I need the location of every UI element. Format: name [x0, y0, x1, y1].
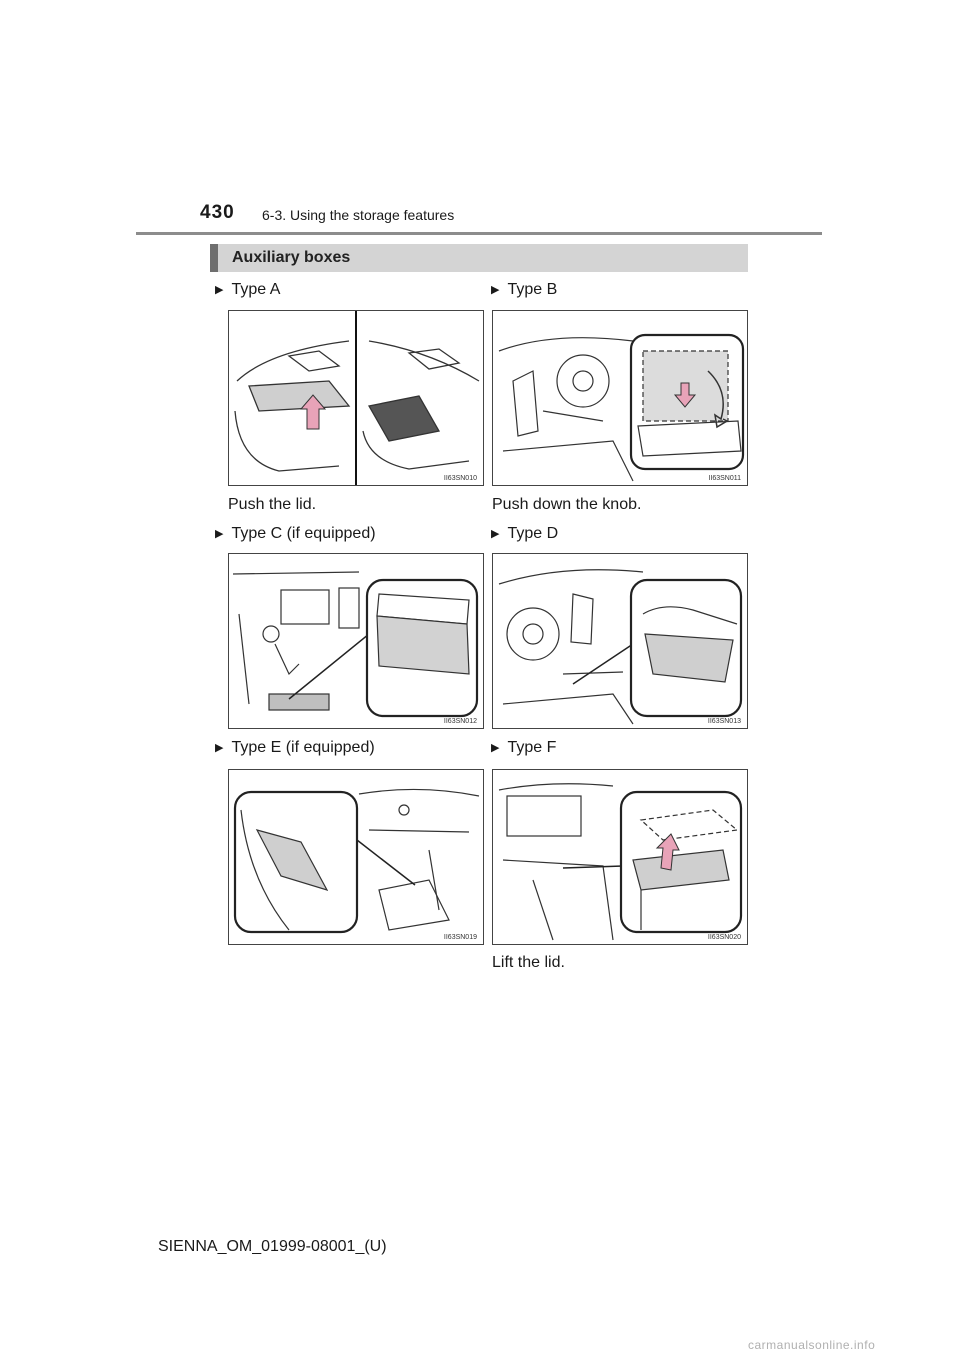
figure-code: II63SN010 [443, 475, 477, 482]
center-console-illustration [229, 554, 484, 729]
page-number: 430 [200, 202, 235, 223]
overhead-console-illustration [229, 311, 484, 486]
figure-type-b [492, 310, 748, 486]
triangle-bullet-icon: ▶ [491, 742, 500, 754]
header-rule [136, 232, 822, 235]
section-heading: Auxiliary boxes [232, 249, 351, 266]
rear-console-illustration [493, 770, 748, 945]
triangle-bullet-icon: ▶ [491, 528, 500, 540]
type-e-label: ▶ Type E (if equipped) [215, 739, 375, 756]
caption-type-f: Lift the lid. [492, 954, 565, 971]
caption-type-b: Push down the knob. [492, 496, 642, 513]
rear-interior-illustration [229, 770, 484, 945]
triangle-bullet-icon: ▶ [491, 284, 500, 296]
figure-code: II63SN012 [443, 718, 477, 725]
type-b-label: ▶ Type B [491, 281, 558, 298]
type-c-label: ▶ Type C (if equipped) [215, 525, 376, 542]
figure-code: II63SN013 [707, 718, 741, 725]
triangle-bullet-icon: ▶ [215, 528, 224, 540]
triangle-bullet-icon: ▶ [215, 284, 224, 296]
figure-code: II63SN019 [443, 934, 477, 941]
caption-type-a: Push the lid. [228, 496, 317, 513]
type-a-label: ▶ Type A [215, 281, 281, 298]
triangle-bullet-icon: ▶ [215, 742, 224, 754]
figure-code: II63SN020 [707, 934, 741, 941]
section-title: 6-3. Using the storage features [262, 207, 455, 223]
dash-side-illustration [493, 554, 748, 729]
figure-type-c [228, 553, 484, 729]
figure-code: II63SN011 [708, 475, 741, 482]
figure-type-d [492, 553, 748, 729]
figure-type-e [228, 769, 484, 945]
figure-type-a [228, 310, 484, 486]
section-heading-box [210, 244, 748, 272]
document-code-footer: SIENNA_OM_01999-08001_(U) [158, 1238, 387, 1255]
type-f-label: ▶ Type F [491, 739, 557, 756]
watermark: carmanualsonline.info [748, 1338, 876, 1352]
type-d-label: ▶ Type D [491, 525, 559, 542]
dashboard-illustration [493, 311, 748, 486]
figure-type-f [492, 769, 748, 945]
